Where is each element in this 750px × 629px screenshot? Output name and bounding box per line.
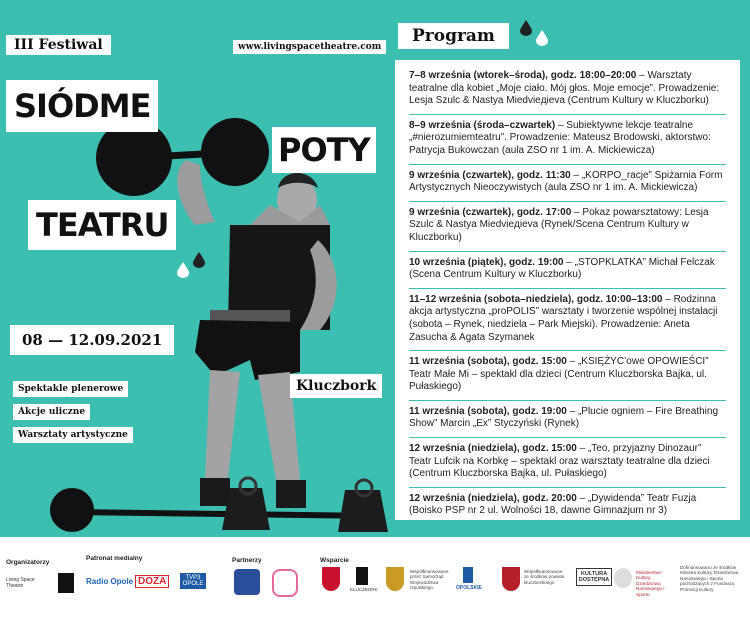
divider <box>409 350 726 351</box>
ministerstwo-logo-text: Ministerstwo Kultury, Dziedzictwa Narodowego i Sportu <box>636 570 665 597</box>
media-caption: Patronat medialny <box>86 555 143 562</box>
divider <box>409 164 726 165</box>
tag-akcje: Akcje uliczne <box>13 404 90 420</box>
kluczbork-logo: KLUCZBORK <box>350 587 378 592</box>
divider <box>409 288 726 289</box>
divider <box>409 251 726 252</box>
divider <box>409 400 726 401</box>
divider <box>409 114 726 115</box>
ck-logo-icon <box>58 573 74 593</box>
sponsors-footer <box>0 537 750 629</box>
festival-dates: 08 — 12.09.2021 <box>10 325 174 355</box>
coat-of-arms-icon <box>322 567 340 591</box>
tag-spektakle: Spektakle plenerowe <box>13 381 128 397</box>
tag-warsztaty: Warsztaty artystyczne <box>13 427 133 443</box>
program-event: 9 września (czwartek), godz. 11:30 – „KORPO_racje” Spiżarnia Form Artystycznych Nieoczywistych (aula ZSO nr 1 im. A. Mickiewicza) <box>409 169 723 194</box>
program-title: Program <box>398 23 509 49</box>
divider <box>409 437 726 438</box>
program-event: 11–12 września (sobota–niedziela), godz. 10:00–13:00 – Rodzinna akcja artystyczna „proPOLIS” warsztaty i tworzenie wspólnej instalacji (sobota – Rynek, niedziela – Park Miejski). Prowadzenie: Aneta Zasucha & Agata Szymanek <box>409 293 718 343</box>
doza-logo: DOZA <box>135 575 169 588</box>
opolskie-logo: OPOLSKIE <box>456 585 482 591</box>
title-line-1: SIÓDME <box>6 80 158 132</box>
program-event: 9 września (czwartek), godz. 17:00 – Pokaz powarsztatowy: Lesja Szulc & Nastya Miedvieдieva (Rynek/Scena Centrum Kultury w Kluczborku) <box>409 206 709 243</box>
program-event: 11 września (sobota), godz. 19:00 – „Plucie ogniem – Fire Breathing Show” Marcin „Ex” Styczyński (Rynek) <box>409 405 719 430</box>
divider <box>409 487 726 488</box>
drop-icon <box>177 262 189 278</box>
drop-icon <box>193 252 205 268</box>
partner-logo-icon <box>234 569 260 595</box>
program-event: 11 września (sobota), godz. 15:00 – „KSIĘŻYC’owe OPOWIEŚCI” Teatr Małe Mi – spektakl dla dzieci (Centrum Kluczborska Bajka, ul. Pułaskiego) <box>409 356 709 393</box>
support-caption: Wsparcie <box>320 557 349 564</box>
program-event: 8–9 września (środa–czwartek) – Subiektywne lekcje teatralne „#nierozumiemteatru”. Prowadzenie: Mateusz Brodowski, aktorstwo: Patrycja Bukowczan (aula ZSO nr 1 im. A. Mickiewicza) <box>409 119 711 156</box>
drop-icon <box>536 30 548 46</box>
powiat-text: Współfinansowane ze środków powiatu kluczborskiego <box>524 569 565 585</box>
city-label: Kluczbork <box>290 374 382 398</box>
living-space-logo: Living Space Theatre <box>6 577 35 589</box>
tvp3-logo: TVP3 OPOLE <box>180 573 206 589</box>
kultura-dostepna-logo: KULTURA DOSTĘPNA <box>576 568 612 586</box>
festival-label: III Festiwal <box>6 35 111 55</box>
program-event: 10 września (piątek), godz. 19:00 – „STOPKLATKA” Michał Felczak (Scena Centrum Kultury w Kluczborku) <box>409 256 715 281</box>
website-link[interactable]: www.livingspacetheatre.com <box>233 40 386 54</box>
poland-eagle-icon <box>614 568 632 588</box>
wojewodztwo-text: Współfinansowane przez Samorząd Województwa Opolskiego <box>410 569 449 591</box>
program-list <box>395 60 740 520</box>
divider <box>409 201 726 202</box>
program-event: 7–8 września (wtorek–środa), godz. 18:00–20:00 – Warsztaty teatralne dla kobiet „Moje ciało. Mój głos. Moje emocje”. Prowadzenie: Lesja Szulc & Nastya Miedvieдieva (Centrum Kultury w Kluczborku) <box>409 70 720 107</box>
powiat-crest-icon <box>502 567 520 591</box>
partner-logo-icon <box>272 569 298 597</box>
title-line-2: POTY <box>272 127 376 173</box>
opolskie-logo-icon <box>463 567 473 583</box>
organizers-caption: Organizatorzy <box>6 559 50 566</box>
kluczbork-logo-icon <box>356 567 368 585</box>
program-event: 12 września (niedziela), godz. 20:00 – „Dywidenda” Teatr Fuzja (Boisko PSP nr 2 ul. Wolności 18, dawne Gimnazjum nr 3) <box>409 492 697 517</box>
radio-opole-logo: Radio Opole <box>86 577 134 586</box>
program-event: 12 września (niedziela), godz. 15:00 – „Teo, przyjazny Dinozaur” Teatr Lufcik na Korbkę – spektakl oraz warsztaty teatralne dla dzieci (Centrum Kluczborska Bajka, ul. Pułaskiego) <box>409 443 710 480</box>
drop-icon <box>520 20 532 36</box>
partners-caption: Partnerzy <box>232 557 262 564</box>
title-line-3: TEATRU <box>28 200 176 250</box>
eagle-icon <box>386 567 404 591</box>
ministerstwo-text: Dofinansowano ze środków Ministra Kultury, Dziedzictwa Narodowego i Sportu pochodzących z Funduszu Promocji Kultury <box>680 565 739 592</box>
